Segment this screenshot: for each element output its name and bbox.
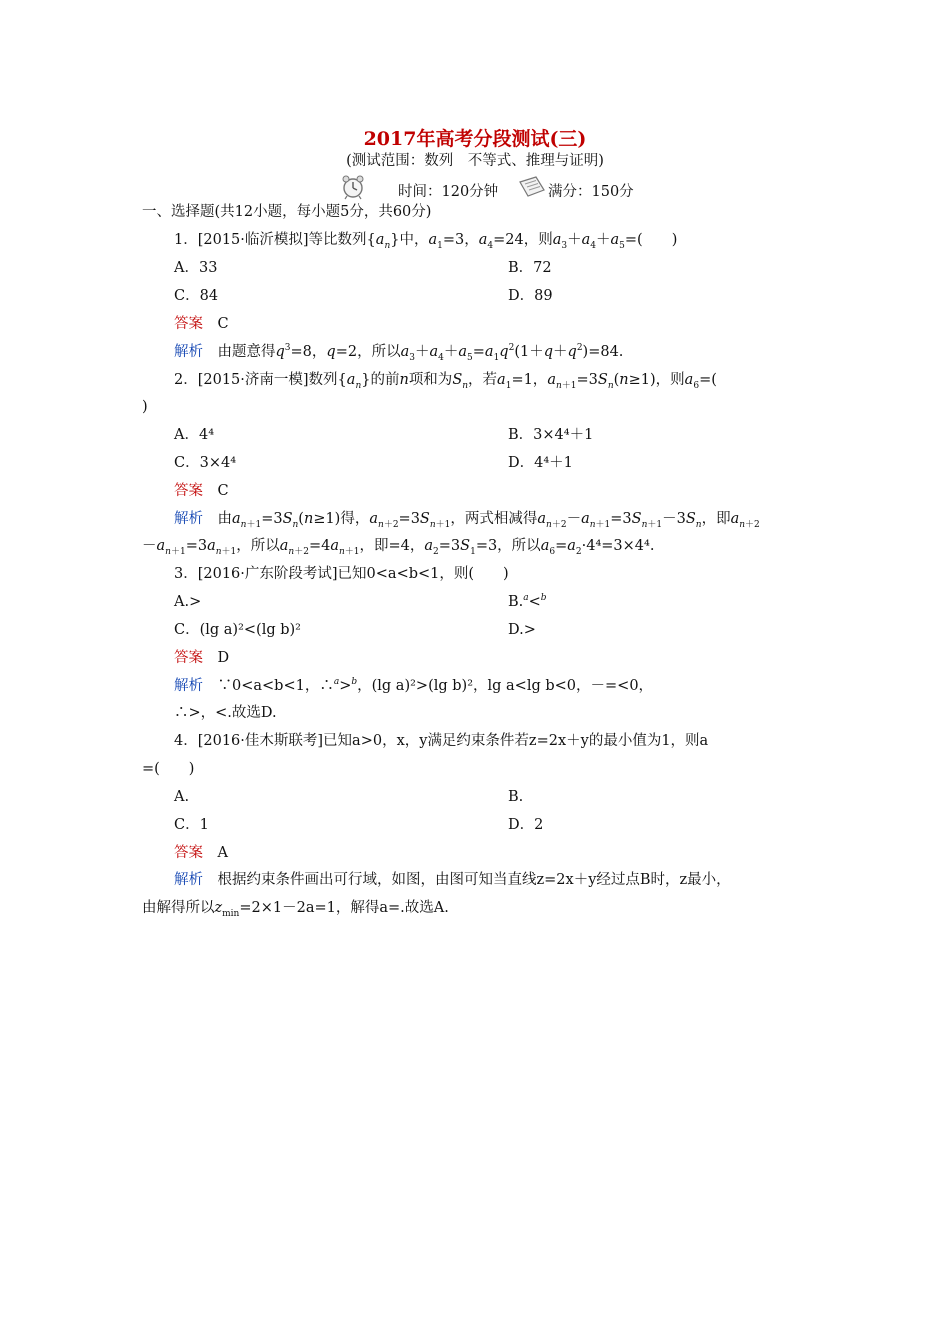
q4-option-c: C．1 (174, 817, 209, 833)
q2-option-a: A．4⁴ (174, 427, 215, 443)
q4-option-b: B. (508, 789, 524, 805)
q2-option-c: C．3×4⁴ (174, 455, 237, 471)
q4-stem: 4．[2016·佳木斯联考]已知a>0，x，y满足约束条件若z=2x＋y的最小值为1，则a (174, 733, 709, 749)
q2-stem-wrap: ) (142, 399, 148, 415)
q4-analysis-wrap: 由解得所以$z_{min}=2\times 1-2a=1$，解得a=.故选A. (142, 900, 449, 919)
q3-answer: 答案 D (174, 650, 230, 666)
q1-option-c: C．84 (174, 288, 219, 304)
q3-option-c: C．(lg a)²<(lg b)² (174, 622, 301, 638)
q3-option-d: D.> (508, 622, 536, 638)
q3-option-a: A.> (174, 594, 202, 610)
q2-option-b: B．3×4⁴＋1 (508, 427, 594, 443)
q1-answer: 答案 C (174, 316, 229, 332)
q4-answer: 答案 A (174, 845, 228, 861)
q2-answer: 答案 C (174, 483, 229, 499)
q2-analysis: 解析 由$a_{n+1}=3S_n(n\ge 1)$得，$a_{n+2}=3S_{n+1}$，两式相减得$a_{n+2}-a_{n+1}=3S_{n+1}-3S_n$，即$a_{n+2}$ (174, 511, 760, 530)
paper-icon (518, 176, 546, 202)
q1-stem: 1．[2015·临沂模拟]等比数列$\{a_n\}$中，$a_1=3$，$a_4=24$，则$a_3+a_4+a_5=$( ) (174, 232, 678, 251)
q2-stem: 2．[2015·济南一模]数列$\{a_n\}$的前n项和为$S_n$，若$a_1=1$，$a_{n+1}=3S_n(n\ge 1)$，则$a_6=$( (174, 372, 717, 391)
q1-option-d: D．89 (508, 288, 553, 304)
q4-stem-wrap: =( ) (142, 761, 195, 777)
alarm-clock-icon (340, 174, 366, 204)
q3-analysis: 解析 ∵0<a<b<1，∴$^a$>$^b$，(lg a)²>(lg b)²，lg a<lg b<0，－=<0， (174, 677, 654, 694)
q3-option-b: B.$^a$<$^b$ (508, 593, 547, 610)
q2-option-d: D．4⁴＋1 (508, 455, 573, 471)
page-subtitle: (测试范围：数列 不等式、推理与证明) (346, 153, 604, 169)
q4-analysis: 解析 根据约束条件画出可行域，如图，由图可知当直线z=2x＋y经过点B时，z最小， (174, 872, 731, 888)
q2-analysis-wrap: $-a_{n+1}=3a_{n+1}$，所以$a_{n+2}=4a_{n+1}$，即=4，$a_2=3S_1=3$，所以$a_6=a_2\cdot 4^4=3\times 4^4$. (142, 538, 655, 557)
exam-score: 满分：150分 (548, 184, 634, 200)
q1-option-b: B．72 (508, 260, 552, 276)
q3-analysis-wrap: ∴>，<.故选D. (174, 705, 277, 721)
q1-analysis: 解析 由题意得$q^3=8$，q=2，所以$a_3+a_4+a_5=a_1q^2(1+q+q^2)=84$. (174, 343, 624, 363)
q3-stem: 3．[2016·广东阶段考试]已知0<a<b<1，则( ) (174, 566, 509, 582)
page-title: 2017年高考分段测试(三) (363, 128, 587, 150)
exam-meta (0, 174, 950, 202)
q1-option-a: A．33 (174, 260, 218, 276)
section-heading: 一、选择题(共12小题，每小题5分，共60分) (142, 204, 432, 220)
q4-option-d: D．2 (508, 817, 544, 833)
exam-time: 时间：120分钟 (398, 184, 499, 200)
q4-option-a: A. (174, 789, 190, 805)
